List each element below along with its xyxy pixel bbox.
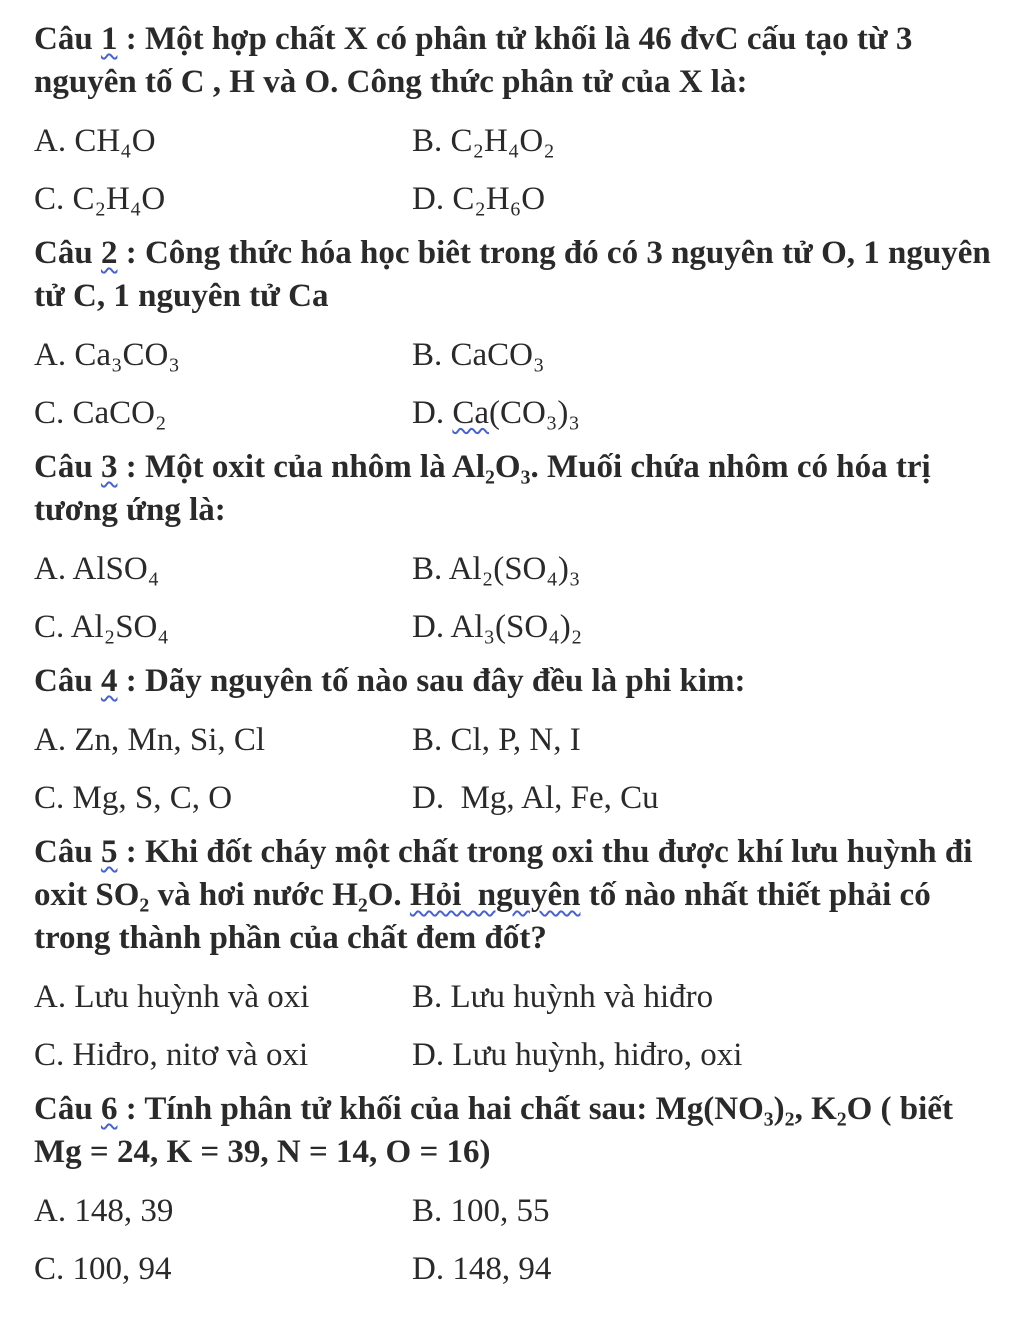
question-label: Câu <box>34 21 93 57</box>
option-a <box>34 976 412 1019</box>
option-letter: D. <box>412 779 461 816</box>
question-6 <box>34 1088 1000 1298</box>
question-separator: : <box>117 235 145 271</box>
question-5 <box>34 831 1000 1084</box>
option-b <box>412 548 1000 591</box>
option-text: Mg, S, C, O <box>72 779 233 816</box>
option-letter: B. <box>412 978 451 1015</box>
option-text: Lưu huỳnh, hiđro, oxi <box>452 1036 743 1073</box>
question-number: 4 <box>100 663 118 699</box>
option-text: Ca₃CO₃ <box>74 336 180 373</box>
question-text: Tính phân tử khối của hai chất sau: Mg(NO₃)₂, K₂O ( biết Mg = 24, K = 39, N = 14, O = 16) <box>34 1091 953 1170</box>
question-separator: : <box>117 663 145 699</box>
question-1 <box>34 18 1000 228</box>
spellcheck-flagged-phrase: Hỏi nguyên <box>409 877 581 913</box>
option-letter: B. <box>412 721 451 758</box>
option-text: Lưu huỳnh và hiđro <box>450 978 714 1015</box>
option-letter: D. <box>412 394 453 431</box>
question-number: 2 <box>100 235 118 271</box>
option-letter: A. <box>34 721 75 758</box>
option-letter: B. <box>412 550 449 587</box>
question-2 <box>34 232 1000 442</box>
question-label: Câu <box>34 235 93 271</box>
question-label: Câu <box>34 449 93 485</box>
option-d <box>412 1248 1000 1291</box>
option-c <box>34 777 412 820</box>
option-letter: A. <box>34 978 75 1015</box>
question-text-pre: Khi đốt cháy một chất trong oxi thu được khí lưu huỳnh đi oxit SO₂ và hơi nước H₂O. <box>34 834 973 913</box>
option-c <box>34 1248 412 1291</box>
option-text: Al₃(SO₄)₂ <box>450 608 583 645</box>
options-row <box>34 769 1000 827</box>
option-letter: C. <box>34 394 73 431</box>
option-text: CaCO₃ <box>450 336 545 373</box>
option-letter: B. <box>412 122 451 159</box>
options-row <box>34 968 1000 1026</box>
option-text: 100, 94 <box>72 1250 172 1287</box>
option-a <box>34 334 412 377</box>
question-separator: : <box>117 1091 145 1127</box>
question-text: Một hợp chất X có phân tử khối là 46 đvC cấu tạo từ 3 nguyên tố C , H và O. Công thức phân tử của X là: <box>34 21 913 100</box>
option-a <box>34 548 412 591</box>
option-text: AlSO₄ <box>72 550 160 587</box>
option-letter: A. <box>34 550 73 587</box>
option-letter: C. <box>34 608 71 645</box>
question-4-stem <box>34 660 1000 703</box>
option-d <box>412 392 1000 435</box>
question-number: 6 <box>100 1091 118 1127</box>
option-b <box>412 334 1000 377</box>
question-separator: : <box>117 834 145 870</box>
question-1-stem <box>34 18 1000 104</box>
options-row <box>34 1182 1000 1240</box>
options-row <box>34 170 1000 228</box>
option-text: CH₄O <box>74 122 156 159</box>
question-3 <box>34 446 1000 656</box>
option-b <box>412 1190 1000 1233</box>
option-text: Zn, Mn, Si, Cl <box>74 721 266 758</box>
option-text: Lưu huỳnh và oxi <box>74 978 310 1015</box>
option-b <box>412 120 1000 163</box>
option-c <box>34 178 412 221</box>
option-letter: D. <box>412 180 453 217</box>
option-letter: C. <box>34 1036 73 1073</box>
question-text-post: tố nào nhất thiết phải có trong thành phần của chất đem đốt? <box>34 877 931 956</box>
option-text-post: (CO₃)₃ <box>489 394 580 431</box>
option-a <box>34 1190 412 1233</box>
option-d <box>412 777 1000 820</box>
question-label: Câu <box>34 1091 93 1127</box>
question-text: Công thức hóa học biêt trong đó có 3 nguyên tử O, 1 nguyên tử C, 1 nguyên tử Ca <box>34 235 991 314</box>
option-text: 100, 55 <box>450 1192 550 1229</box>
option-letter: A. <box>34 336 75 373</box>
option-c <box>34 392 412 435</box>
question-number: 1 <box>100 21 118 57</box>
option-text: C₂H₄O <box>72 180 166 217</box>
option-b <box>412 719 1000 762</box>
option-text: C₂H₆O <box>452 180 546 217</box>
question-label: Câu <box>34 663 93 699</box>
option-text: Cl, P, N, I <box>450 721 581 758</box>
option-letter: D. <box>412 1036 453 1073</box>
options-row <box>34 384 1000 442</box>
option-b <box>412 976 1000 1019</box>
option-text: Mg, Al, Fe, Cu <box>460 779 659 816</box>
question-6-stem <box>34 1088 1000 1174</box>
options-row <box>34 1240 1000 1298</box>
option-text: 148, 94 <box>452 1250 552 1287</box>
option-letter: A. <box>34 1192 75 1229</box>
option-c <box>34 1034 412 1077</box>
option-letter: C. <box>34 779 73 816</box>
option-d <box>412 606 1000 649</box>
options-row <box>34 540 1000 598</box>
option-letter: C. <box>34 1250 73 1287</box>
options-row <box>34 1026 1000 1084</box>
spellcheck-flagged-word: Ca <box>452 394 490 431</box>
options-row <box>34 711 1000 769</box>
options-row <box>34 598 1000 656</box>
option-a <box>34 120 412 163</box>
option-letter: A. <box>34 122 75 159</box>
option-text: CaCO₂ <box>72 394 167 431</box>
option-text: C₂H₄O₂ <box>450 122 555 159</box>
question-2-stem <box>34 232 1000 318</box>
option-letter: D. <box>412 608 451 645</box>
options-row <box>34 112 1000 170</box>
option-letter: B. <box>412 336 451 373</box>
option-letter: C. <box>34 180 73 217</box>
question-text: Một oxit của nhôm là Al₂O₃. Muối chứa nhôm có hóa trị tương ứng là: <box>34 449 931 528</box>
option-d <box>412 178 1000 221</box>
question-label: Câu <box>34 834 93 870</box>
option-text: 148, 39 <box>74 1192 174 1229</box>
question-text: Dãy nguyên tố nào sau đây đều là phi kim: <box>144 663 746 699</box>
question-5-stem <box>34 831 1000 960</box>
question-separator: : <box>117 21 145 57</box>
option-a <box>34 719 412 762</box>
option-text: Al₂SO₄ <box>70 608 169 645</box>
question-3-stem <box>34 446 1000 532</box>
option-c <box>34 606 412 649</box>
options-row <box>34 326 1000 384</box>
option-text: Al₂(SO₄)₃ <box>448 550 581 587</box>
question-number: 3 <box>100 449 118 485</box>
option-letter: D. <box>412 1250 453 1287</box>
option-text: Hiđro, nitơ và oxi <box>72 1036 309 1073</box>
question-separator: : <box>117 449 145 485</box>
question-number: 5 <box>100 834 118 870</box>
option-d <box>412 1034 1000 1077</box>
question-4 <box>34 660 1000 827</box>
option-letter: B. <box>412 1192 451 1229</box>
